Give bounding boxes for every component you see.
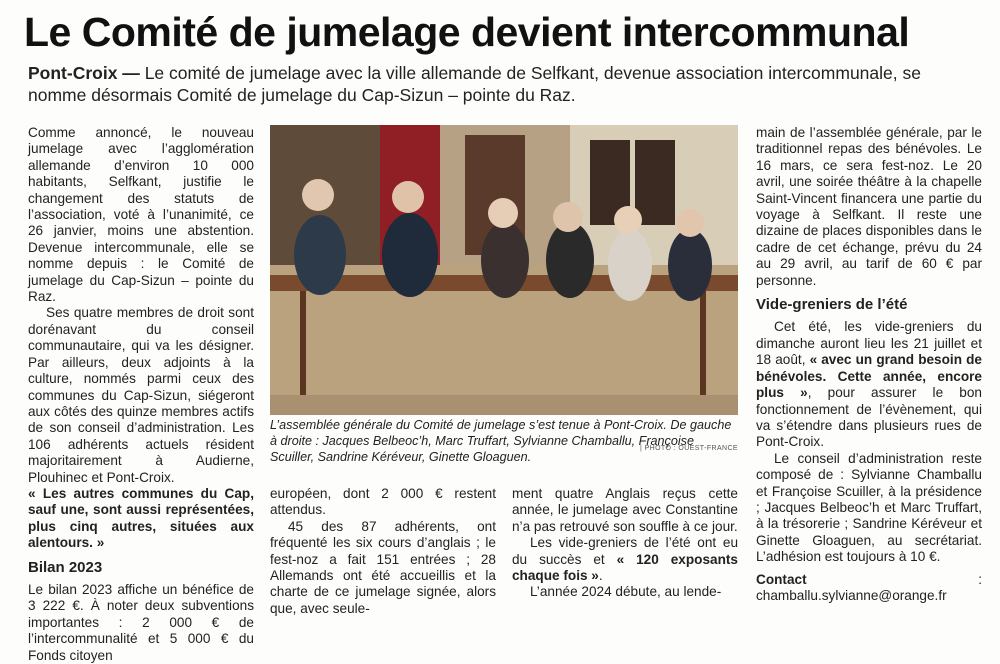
contact-label: Contact [756,571,807,587]
col2-paragraph-1: européen, dont 2 000 € restent attendus. [270,486,496,518]
photo-caption [270,417,738,464]
photo-credit: | PHOTO : OUEST-FRANCE [640,445,738,452]
column-3 [512,486,738,601]
article-lede [28,62,978,106]
assembly-photo-illustration [270,125,738,415]
col3-paragraph-2-text: Les vide-greniers de l’été ont eu du succès et [512,535,738,567]
col2-paragraph-2: 45 des 87 adhérents, ont fréquenté les six cours d’anglais ; le fest-noz a fait 151 entrées ; 28 Allemands ont été accueillis et la charte de ce jumelage signée, alors que, avec seule- [270,518,496,616]
lede-place: Pont-Croix — [28,63,140,83]
col4-contact [756,572,982,605]
photo-caption-text: L’assemblée générale du Comité de jumelage s’est tenue à Pont-Croix. De gauche à droite : Jacques Belbeoc’h, Marc Truffart, Sylvianne Chamballu, Françoise Scuiller, Sandrine Kéréveur, Ginette Gloaguen. [270,418,732,464]
col1-paragraph-1: Comme annoncé, le nouveau jumelage avec l’agglomération allemande d’environ 10 000 habitants, Selfkant, justifie le changement des statuts de l’association, voté à l’unanimité, ce 26 janvier, moins une abstention. Devenue intercommunale, elle se nomme depuis : le Comité de jumelage du Cap-Sizun – pointe du Raz. [28,125,254,305]
col3-paragraph-2 [512,535,738,584]
article-headline: Le Comité de jumelage devient intercommunal [24,9,910,55]
col4-paragraph-1: main de l’assemblée générale, par le traditionnel repas des bénévoles. Le 16 mars, ce sera fest-noz. Le 20 avril, une soirée théâtre à la chapelle Saint-Vincent financera une partie du voyage à Selfkant. Il reste une dizaine de places disponibles dans le cadre de cet échange, prévu du 24 au 29 avril, au tarif de 60 € par personne. [756,125,982,288]
col4-paragraph-2-text: Cet été, les vide-greniers du dimanche auront lieu les 21 juillet et 18 août, [756,319,982,368]
contact-value: : chamballu.sylvianne@orange.fr [756,571,982,603]
col4-heading-vide-greniers: Vide-greniers de l’été [756,296,908,314]
col4-quote: « avec un grand besoin de bénévoles. Cette année, encore plus » [756,352,982,401]
col3-quote: « 120 exposants chaque fois » [512,551,738,584]
col4-paragraph-2 [756,319,982,450]
col4-paragraph-2-end: , pour assurer le bon fonctionnement de l’évènement, qui va s’étendre dans plusieurs rues de Pont-Croix. [756,385,982,450]
col1-quote: « Les autres communes du Cap, sauf une, sont aussi représentées, plus cinq autres, situées aux alentours. » [28,485,254,551]
assembly-photo [270,125,738,415]
column-2 [270,486,496,617]
col3-paragraph-2-end: . [598,568,603,584]
col3-paragraph-1: ment quatre Anglais reçus cette année, le jumelage avec Constantine n’a pas retrouvé son souffle à ce jour. [512,486,738,534]
col1-paragraph-3: Le bilan 2023 affiche un bénéfice de 3 222 €. À noter deux subventions importantes : 2 000 € de l’intercommunalité et 5 000 € du Fonds citoyen [28,581,254,663]
column-1 [28,125,254,664]
col1-paragraph-2: Ses quatre membres de droit sont dorénavant du conseil communautaire, qui va les désigner. Par ailleurs, deux adjoints à la culture, nommés parmi ceux des communes du Cap-Sizun, siégeront aux côtés des quinze membres actifs de son conseil d’administration. Les 106 adhérents actuels résident majoritairement à Audierne, Plouhinec et Pont-Croix. [28,305,254,485]
lede-text: Le comité de jumelage avec la ville allemande de Selfkant, devenue association intercommunale, se nomme désormais Comité de jumelage du Cap-Sizun – pointe du Raz. [28,63,921,105]
col4-paragraph-3: Le conseil d’administration reste composé de : Sylvianne Chamballu et Françoise Scuiller, à la présidence ; Jacques Belbeoc’h et Marc Truffart, à la trésorerie ; Sandrine Kéréveur et Ginette Gloaguen, au secrétariat. L’adhésion est toujours à 10 €. [756,450,982,565]
column-4 [756,125,982,604]
col1-heading-bilan: Bilan 2023 [28,558,103,576]
col3-paragraph-3: L’année 2024 débute, au lende- [530,584,722,600]
